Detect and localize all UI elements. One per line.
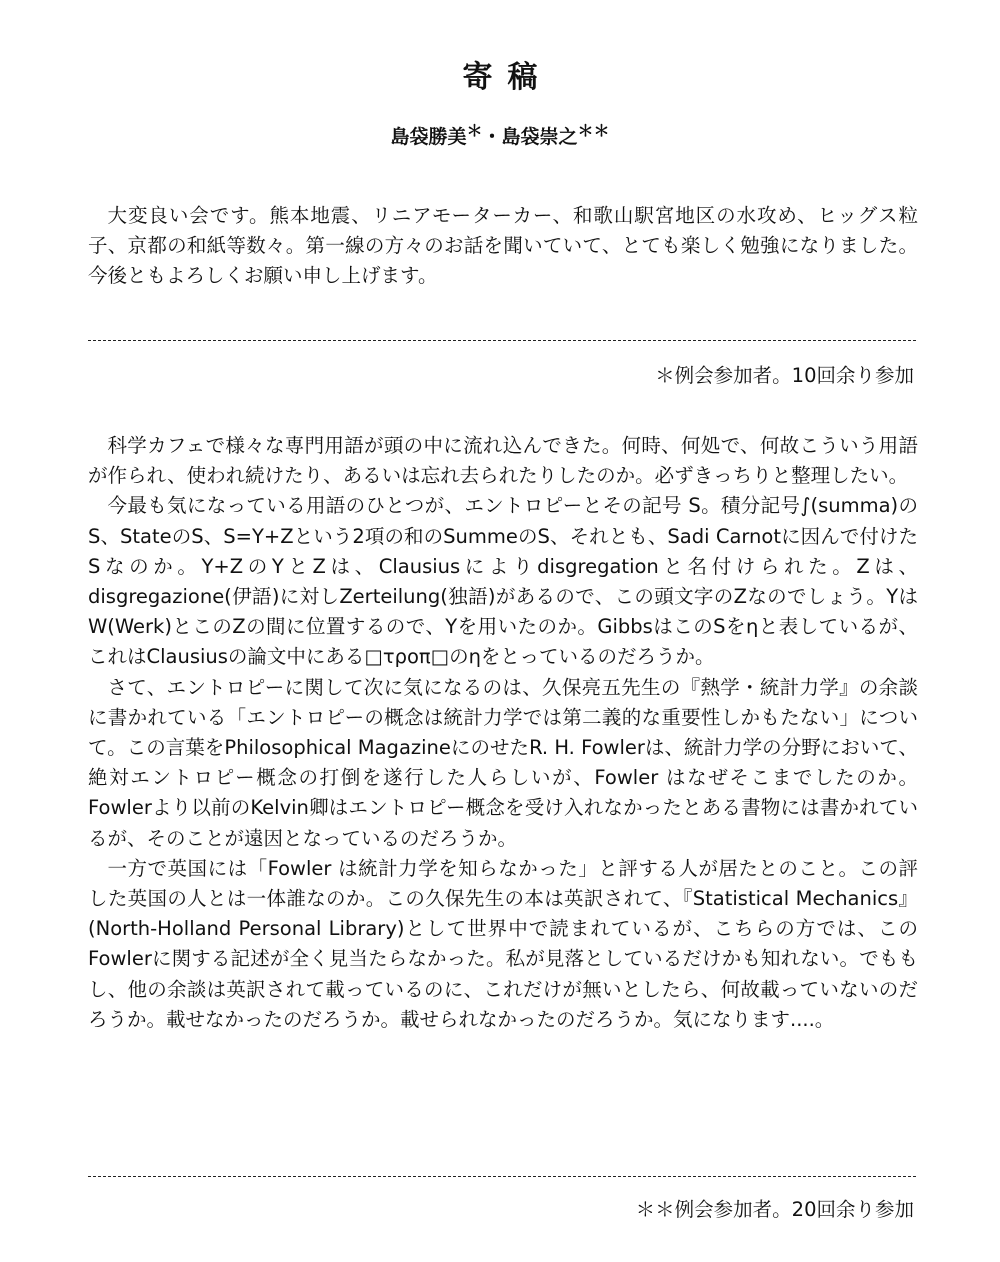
author-name: 島袋勝美 [390, 126, 467, 148]
article-title: 寄稿 [462, 60, 553, 95]
author-footnote-mark: ＊ [466, 121, 483, 140]
contribution-paragraph: 大変良い会です。熊本地震、リニアモーターカー、和歌山駅宮地区の水攻め、ヒッグス粒子、京都の和紙等数々。第一線の方々のお話を聞いていて、とても楽しく勉強になりました。今後ともよろしくお願い申し上げます。 [88, 204, 918, 288]
dashed-divider [88, 1176, 916, 1177]
author-separator: ・ [482, 126, 502, 148]
footnote: ＊例会参加者。10回余り参加 [655, 364, 914, 387]
author-footnote-mark: ＊＊ [577, 121, 610, 140]
author-line [0, 122, 1000, 149]
contribution-body [88, 431, 918, 1035]
dashed-divider [88, 340, 916, 341]
body-paragraph: さて、エントロピーに関して次に気になるのは、久保亮五先生の『熱学・統計力学』の余談に書かれている「エントロピーの概念は統計力学では第二義的な重要性しかもたない」について。この言葉をPhilosophical MagazineにのせたR. H. Fowlerは、統計力学の分野において、絶対エントロピー概念の打倒を遂行した人らしいが、Fowler はなぜそこまでしたのか。Fowlerより以前のKelvin卿はエントロピー概念を受け入れなかったとある書物には書かれているが、そのことが遠因となっているのだろうか。 [88, 675, 918, 850]
body-paragraph: 科学カフェで様々な専門用語が頭の中に流れ込んできた。何時、何処で、何故こういう用語が作られ、使われ続けたり、あるいは忘れ去られたりしたのか。必ずきっちりと整理したい。 [88, 434, 918, 488]
body-paragraph: 一方で英国には「Fowler は統計力学を知らなかった」と評する人が居たとのこと。この評した英国の人とは一体誰なのか。この久保先生の本は英訳されて、『Statistical Mechanics』(North-Holland Personal Library)として世界中で読まれているが、こちらの方では、このFowlerに関する記述が全く見当たらなかった。私が見落としているだけかも知れない。でももし、他の余談は英訳されて載っているのに、これだけが無いとしたら、何故載っていないのだろうか。載せなかったのだろうか。載せられなかったのだろうか。気になります....。 [88, 856, 918, 1031]
body-paragraph: 今最も気になっている用語のひとつが、エントロピーとその記号 S。積分記号∫(summa)のS、StateのS、S=Y+Zという2項の和のSummeのS、それとも、Sadi Carnotに因んで付けたSなのか。Y+ZのYとZは、Clausiusによりdisgregationと名付けられた。Zは、disgregazione(伊語)に対しZerteilung(独語)があるので、この頭文字のZなのでしょう。YはW(Werk)とこのZの間に位置するので、Yを用いたのか。GibbsはこのSをηと表しているが、これはClausiusの論文中にある□τροπ□のηをとっているのだろうか。 [88, 494, 918, 669]
footnote: ＊＊例会参加者。20回余り参加 [635, 1198, 914, 1221]
author-name: 島袋崇之 [501, 126, 578, 148]
